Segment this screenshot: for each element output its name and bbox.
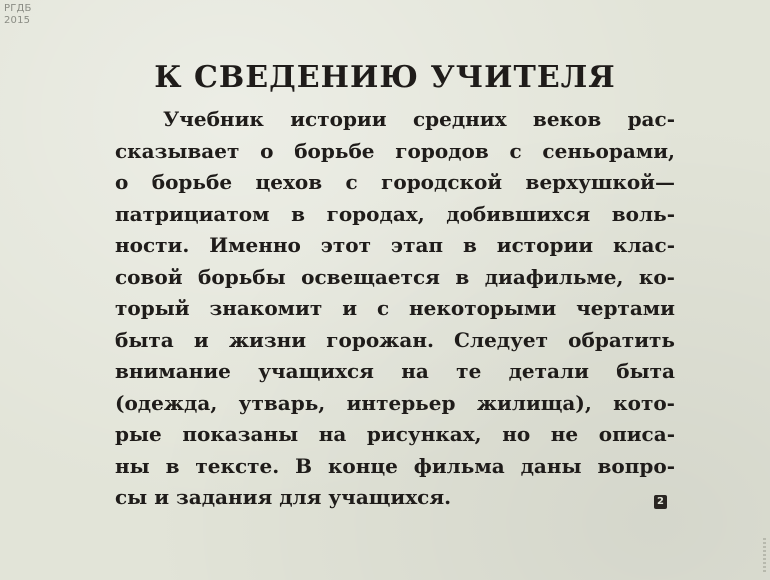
paragraph-line: рые показаны на рисунках, но не описа-	[115, 422, 675, 446]
frame-number-badge: 2	[654, 495, 667, 509]
paragraph-line: сы и задания для учащихся.	[115, 485, 452, 509]
paragraph-line: быта и жизни горожан. Следует обратить	[115, 327, 675, 352]
paragraph-line: сказывает о борьбе городов с сеньорами,	[115, 138, 675, 163]
paragraph-line: (одежда, утварь, интерьер жилища), кото-	[115, 390, 675, 415]
watermark-year: 2015	[4, 15, 31, 26]
watermark-library-name: РГДБ	[4, 3, 32, 14]
paragraph-line: ны в тексте. В конце фильма даны вопро-	[115, 453, 675, 478]
paragraph-line: Учебник истории средних веков рас-	[163, 107, 675, 131]
paragraph-line: о борьбе цехов с городской верхушкой—	[115, 170, 675, 194]
paragraph-line: ности. Именно этот этап в истории клас-	[115, 233, 675, 257]
paragraph-line: патрициатом в городах, добившихся воль-	[115, 201, 675, 226]
page-title: К СВЕДЕНИЮ УЧИТЕЛЯ	[154, 60, 616, 95]
paragraph-line: торый знакомит и с некоторыми чертами	[115, 296, 675, 320]
teacher-note-paragraph	[115, 104, 675, 514]
film-edge-mark	[763, 538, 766, 574]
paragraph-line: совой борьбы освещается в диафильме, ко-	[115, 264, 675, 289]
library-watermark	[4, 3, 32, 27]
paragraph-line: внимание учащихся на те детали быта	[115, 359, 675, 383]
